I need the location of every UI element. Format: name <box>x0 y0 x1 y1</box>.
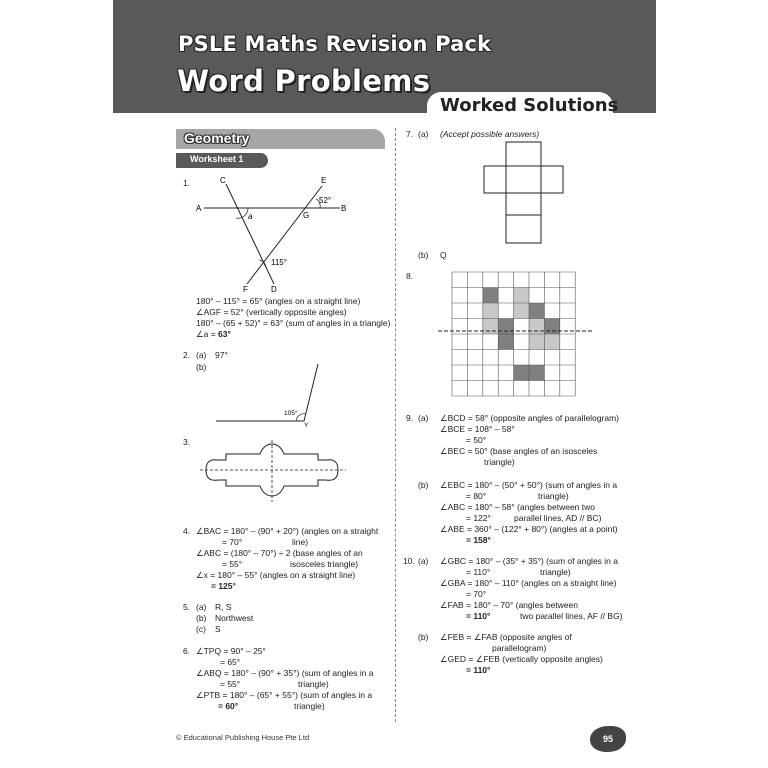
q1-angle-115: 115° <box>271 258 287 267</box>
q8-grid-diagram <box>436 268 596 400</box>
q8-light-cell <box>544 334 559 350</box>
q8-light-cell <box>514 303 529 319</box>
q2-diagram <box>210 360 330 430</box>
worksheet-label: Worksheet 1 <box>190 154 244 164</box>
q1-point-c: C <box>220 176 226 185</box>
q6-number: 6. <box>183 646 191 656</box>
q4-line-2b: line) <box>292 537 309 547</box>
q7-net-diagram <box>480 140 580 248</box>
q2-a-value: 97° <box>215 350 228 360</box>
q9-b-line-4: = 122° <box>466 513 491 523</box>
q4-line-2: = 70° <box>222 537 243 547</box>
q9-b-line-2b: triangle) <box>538 491 569 501</box>
q5-b-value: Northwest <box>215 613 254 623</box>
q1-line-1: 180° – 115° = 65° (angles on a straight line) <box>196 296 361 306</box>
q10-a-line-1: ∠GBC = 180° – (35° + 35°) (sum of angles in a <box>440 556 618 566</box>
q8-dark-cell <box>498 334 513 350</box>
page-number: 95 <box>603 734 614 744</box>
q4-line-1: ∠BAC = 180° – (90° + 20°) (angles on a straight <box>196 526 379 536</box>
q10-b-line-1b: parallelogram) <box>492 643 547 653</box>
q9-b-line-4b: parallel lines, AD // BC) <box>514 513 602 523</box>
title-line-2: Word Problems <box>177 64 431 98</box>
title-line-1: PSLE Maths Revision Pack <box>178 32 492 56</box>
q9-b-line-5: ∠ABE = 360° – (122° + 80°) (angles at a point) <box>440 524 618 534</box>
q5-c-label: (c) <box>196 624 206 634</box>
q10-a-line-6b: two parallel lines, AF // BG) <box>520 611 623 621</box>
q9-a-line-1: ∠BCD = 58° (opposite angles of parallelogram) <box>440 413 619 423</box>
column-divider <box>395 128 396 722</box>
copyright-footer: © Educational Publishing House Pte Ltd <box>176 733 310 742</box>
q7-number: 7. <box>406 129 414 139</box>
q3-diagram <box>200 440 350 505</box>
q1-answer: 63° <box>218 329 231 339</box>
q8-dark-cell <box>514 365 529 381</box>
q1-line-3: 180° – (65 + 52)° = 63° (sum of angles in a triangle) <box>196 318 391 328</box>
q9-a-label: (a) <box>418 413 429 423</box>
q8-dark-cell <box>529 365 544 381</box>
q10-b-line-1: ∠FEB = ∠FAB (opposite angles of <box>440 632 572 642</box>
q1-answer-prefix: ∠a = <box>196 329 219 339</box>
q8-light-cell <box>483 319 498 335</box>
q6-line-1: ∠TPQ = 90° – 25° <box>196 646 266 656</box>
q2-point-y: Y <box>304 422 309 429</box>
q10-b-line-2: ∠GED = ∠FEB (vertically opposite angles) <box>440 654 603 664</box>
q1-answer-line <box>196 329 231 340</box>
q9-b-label: (b) <box>418 480 429 490</box>
q2-angle-label: 105° <box>284 410 298 417</box>
q6-line-6b: triangle) <box>294 701 325 711</box>
q8-light-cell <box>529 319 544 335</box>
section-title: Geometry <box>184 130 250 146</box>
q5-number: 5. <box>183 602 191 612</box>
q8-dark-cell <box>544 319 559 335</box>
q1-point-f: F <box>243 285 248 294</box>
q10-number: 10. <box>403 556 415 566</box>
q10-a-line-2b: triangle) <box>540 567 571 577</box>
q6-line-4b: triangle) <box>298 679 329 689</box>
q1-point-g: G <box>303 211 310 220</box>
q5-b-label: (b) <box>196 613 207 623</box>
q1-point-b: B <box>341 204 347 213</box>
q1-point-e: E <box>321 176 327 185</box>
q4-answer: = 125° <box>211 581 236 591</box>
q9-number: 9. <box>406 413 414 423</box>
q9-b-line-1: ∠EBC = 180° – (50° + 50°) (sum of angles in a <box>440 480 618 490</box>
q4-number: 4. <box>183 526 191 536</box>
q4-line-3: ∠ABC = (180° – 70°) ÷ 2 (base angles of an <box>196 548 363 558</box>
q9-b-line-3: ∠ABC = 180° – 58° (angles between two <box>440 502 595 512</box>
q9-b-answer: = 158° <box>466 535 491 545</box>
q1-angle-a: a <box>248 212 253 221</box>
q9-a-line-2: ∠BCE = 108° – 58° <box>440 424 515 434</box>
q6-answer: = 60° <box>218 701 239 711</box>
q5-c-value: S <box>215 624 221 634</box>
q9-a-line-5: triangle) <box>484 457 515 467</box>
q1-number: 1. <box>183 178 191 188</box>
q5-a-value: R, S <box>215 602 232 612</box>
worked-solutions-label: Worked Solutions <box>440 95 619 116</box>
q8-light-cell <box>529 334 544 350</box>
q6-line-3: ∠ABQ = 180° – (90° + 35°) (sum of angles in a <box>196 668 374 678</box>
q5-a-label: (a) <box>196 602 207 612</box>
q10-a-line-2: = 110° <box>466 567 491 577</box>
q7-b-value: Q <box>440 250 447 260</box>
q10-a-line-3: ∠GBA = 180° – 110° (angles on a straight line) <box>440 578 617 588</box>
q6-line-2: = 65° <box>220 657 241 667</box>
q7-a-note: (Accept possible answers) <box>440 129 540 139</box>
q10-a-answer: = 110° <box>466 611 491 621</box>
q7-a-label: (a) <box>418 129 429 139</box>
q1-line-2: ∠AGF = 52° (vertically opposite angles) <box>196 307 347 317</box>
q7-b-label: (b) <box>418 250 429 260</box>
q10-a-line-5: ∠FAB = 180° – 70° (angles between <box>440 600 578 610</box>
q8-dark-cell <box>498 319 513 335</box>
q8-light-cell <box>514 288 529 304</box>
q8-number: 8. <box>406 271 414 281</box>
q4-line-4b: isosceles triangle) <box>290 559 359 569</box>
q8-light-cell <box>483 303 498 319</box>
q6-line-5: ∠PTB = 180° – (65° + 55°) (sum of angles in a <box>196 690 373 700</box>
q8-dark-cell <box>529 303 544 319</box>
section-heading <box>176 129 385 149</box>
q10-a-label: (a) <box>418 556 429 566</box>
q9-b-line-2: = 80° <box>466 491 487 501</box>
q6-line-4: = 55° <box>220 679 241 689</box>
q10-b-answer: = 110° <box>466 665 491 675</box>
q1-point-d: D <box>271 285 277 294</box>
q2-b-label: (b) <box>196 362 207 372</box>
q9-a-line-3: = 50° <box>466 435 487 445</box>
q3-number: 3. <box>183 437 191 447</box>
q4-line-4: = 55° <box>222 559 243 569</box>
q8-dark-cell <box>483 288 498 304</box>
q10-a-line-4: = 70° <box>466 589 487 599</box>
q1-diagram <box>190 172 360 297</box>
q1-angle-52: 52° <box>319 196 332 205</box>
q1-point-a: A <box>196 204 202 213</box>
worksheet-badge <box>176 153 268 168</box>
q9-a-line-4: ∠BEC = 50° (base angles of an isosceles <box>440 446 598 456</box>
q2-a-label: (a) <box>196 350 207 360</box>
q2-number: 2. <box>183 350 191 360</box>
q4-line-5: ∠x = 180° – 55° (angles on a straight line) <box>196 570 356 580</box>
q10-b-label: (b) <box>418 632 429 642</box>
